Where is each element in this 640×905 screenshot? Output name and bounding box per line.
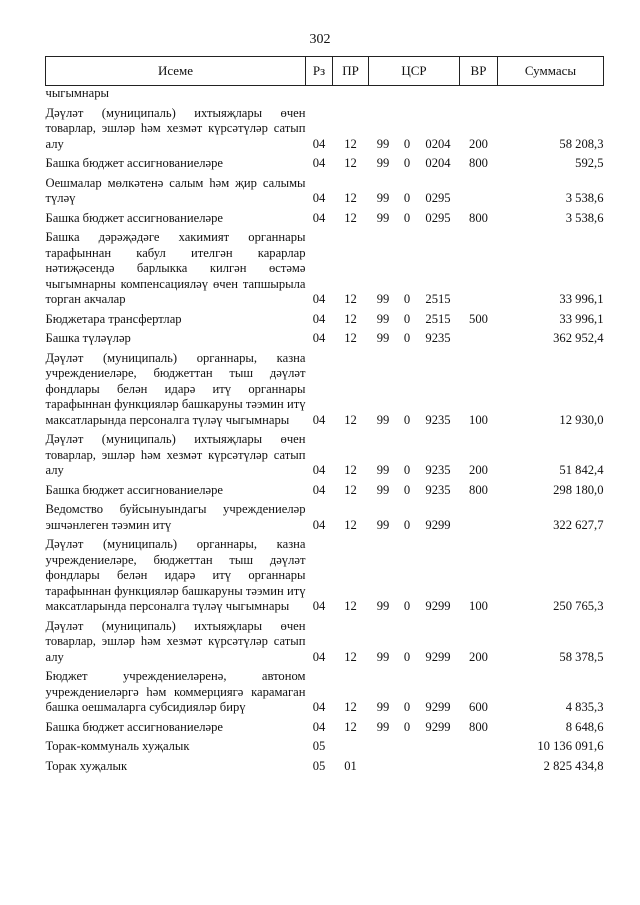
cell-c2: 0 — [403, 331, 411, 345]
cell-name: Башка бюджет ассигнованиеләре — [45, 719, 223, 734]
cell-c1 — [369, 755, 398, 775]
cell-sum: 12 930,0 — [559, 412, 604, 427]
cell-c1: 99 — [376, 311, 390, 326]
table-row — [46, 533, 604, 615]
cell-sum: 322 627,7 — [553, 517, 604, 532]
cell-vr — [460, 498, 498, 533]
cell-vr: 200 — [469, 463, 488, 477]
cell-c1: 99 — [376, 210, 390, 225]
cell-c2: 0 — [403, 191, 411, 205]
cell-name: Торак-коммуналь хуҗалык — [45, 739, 190, 753]
cell-rz: 05 — [312, 739, 326, 753]
cell-sum: 8 648,6 — [565, 719, 604, 734]
cell-pr — [333, 86, 369, 102]
cell-c3: 0204 — [425, 136, 451, 151]
cell-rz: 04 — [312, 156, 326, 170]
cell-sum: 58 208,3 — [559, 136, 604, 151]
cell-c3 — [417, 755, 460, 775]
header-sum: Суммасы — [498, 57, 604, 86]
cell-c3 — [417, 86, 460, 102]
cell-c2: 0 — [403, 311, 411, 326]
cell-rz: 04 — [312, 719, 326, 734]
cell-rz: 04 — [312, 463, 326, 477]
cell-pr: 12 — [344, 649, 357, 664]
cell-name: Дәүләт (муниципаль) ихтыяҗлары өчен товарлар, эшләр һәм хезмәт күрсәтүләр сатып алу — [45, 432, 306, 477]
cell-sum: 33 996,1 — [559, 311, 604, 326]
cell-c2 — [398, 86, 417, 102]
cell-c1: 99 — [376, 719, 390, 734]
cell-pr: 12 — [344, 331, 357, 345]
table-row — [46, 102, 604, 153]
cell-c3: 0204 — [425, 156, 451, 170]
cell-sum: 51 842,4 — [559, 463, 604, 477]
cell-rz: 04 — [312, 136, 326, 151]
table-row — [46, 347, 604, 429]
cell-c2: 0 — [403, 136, 411, 151]
cell-name: Дәүләт (муниципаль) органнары, казна учреждениеләре, бюджеттан тыш дәүләт фондлары белән идарә итү органнары тарафыннан функцияләр башкаруны тәэмин итү максатларында персоналга түләү чыгымнары — [45, 537, 306, 613]
cell-vr: 500 — [469, 311, 488, 326]
cell-name: Башка бюджет ассигнованиеләре — [45, 210, 223, 225]
table-row — [46, 207, 604, 227]
cell-pr: 12 — [344, 463, 357, 477]
cell-c1: 99 — [376, 412, 390, 427]
cell-c2: 0 — [403, 599, 411, 613]
table-row — [46, 716, 604, 736]
cell-pr: 01 — [344, 758, 357, 773]
cell-name: Бюджетара трансфертлар — [45, 311, 182, 326]
cell-c1 — [369, 86, 398, 102]
cell-c2: 0 — [403, 412, 411, 427]
cell-c3: 9299 — [425, 517, 451, 532]
cell-c1: 99 — [376, 700, 390, 714]
cell-pr: 12 — [344, 412, 357, 427]
cell-pr: 12 — [344, 136, 357, 151]
table-row — [46, 308, 604, 328]
cell-c2: 0 — [403, 700, 411, 714]
cell-vr: 800 — [469, 156, 488, 170]
cell-c1: 99 — [376, 482, 390, 497]
cell-pr: 12 — [344, 311, 357, 326]
table-row — [46, 665, 604, 716]
cell-pr: 12 — [344, 156, 357, 170]
cell-pr: 12 — [344, 719, 357, 734]
table-row — [46, 498, 604, 533]
cell-c1: 99 — [376, 136, 390, 151]
cell-sum: 362 952,4 — [553, 331, 604, 345]
budget-table — [45, 56, 604, 774]
cell-vr — [460, 735, 498, 755]
cell-c2: 0 — [403, 463, 411, 477]
cell-c3: 0295 — [425, 210, 451, 225]
table-row — [46, 327, 604, 347]
cell-c3: 9235 — [425, 331, 451, 345]
cell-vr: 800 — [469, 210, 488, 225]
cell-name: Башка дәрәҗәдәге хакимият органнары тарафыннан кабул ителгән карарлар нәтиҗәсендә барлыкка килгән өстәмә чыгымнарны компенсацияләү өчен тапшырыла торган акчалар — [45, 230, 306, 306]
cell-c3: 9299 — [425, 719, 451, 734]
cell-sum: 592,5 — [575, 156, 604, 170]
cell-vr: 200 — [469, 136, 488, 151]
cell-rz — [306, 86, 333, 102]
cell-rz: 04 — [312, 649, 326, 664]
cell-name: Дәүләт (муниципаль) органнары, казна учреждениеләре, бюджеттан тыш дәүләт фондлары белән идарә итү органнары тарафыннан функцияләр башкаруны тәэмин итү максатларында персоналга түләү чыгымнары — [45, 350, 306, 427]
cell-sum: 33 996,1 — [559, 292, 604, 306]
cell-c3: 2515 — [425, 292, 451, 306]
cell-name: Башка бюджет ассигнованиеләре — [45, 156, 223, 170]
cell-name: Торак хуҗалык — [45, 758, 128, 773]
cell-rz: 04 — [312, 311, 326, 326]
cell-c3: 9299 — [425, 700, 451, 714]
cell-vr — [460, 86, 498, 102]
cell-c1: 99 — [376, 649, 390, 664]
cell-sum: 58 378,5 — [559, 649, 604, 664]
cell-rz: 04 — [312, 191, 326, 205]
cell-rz: 04 — [312, 292, 326, 306]
cell-rz: 04 — [312, 210, 326, 225]
cell-rz: 04 — [312, 482, 326, 497]
cell-c1: 99 — [376, 156, 390, 170]
cell-rz: 04 — [312, 412, 326, 427]
cell-c1: 99 — [376, 599, 390, 613]
cell-rz: 05 — [312, 758, 326, 773]
cell-c2: 0 — [403, 292, 411, 306]
cell-vr: 200 — [469, 649, 488, 664]
cell-name: Башка бюджет ассигнованиеләре — [45, 482, 223, 497]
table-row — [46, 152, 604, 172]
cell-name: Ведомство буйсынуындагы учреждениеләр эшчәнлеген тәэмин итү — [45, 502, 306, 532]
cell-c1 — [369, 735, 398, 755]
cell-c3: 0295 — [425, 191, 451, 205]
cell-pr: 12 — [344, 191, 357, 205]
cell-name: Дәүләт (муниципаль) ихтыяҗлары өчен товарлар, эшләр һәм хезмәт күрсәтүләр сатып алу — [45, 618, 306, 664]
cell-c2: 0 — [403, 482, 411, 497]
cell-rz: 04 — [312, 700, 326, 714]
table-row — [46, 479, 604, 499]
page-number: 302 — [309, 32, 331, 47]
cell-rz: 04 — [312, 517, 326, 532]
cell-name: Оешмалар мөлкәтенә салым һәм җир салымы түләү — [45, 175, 306, 205]
header-pr: ПР — [333, 57, 369, 86]
cell-c3 — [417, 735, 460, 755]
cell-sum: 3 538,6 — [565, 210, 604, 225]
cell-c1: 99 — [376, 517, 390, 532]
cell-c2: 0 — [403, 719, 411, 734]
cell-pr: 12 — [344, 599, 357, 613]
cell-rz: 04 — [312, 331, 326, 345]
cell-c2 — [398, 735, 417, 755]
cell-rz: 04 — [312, 599, 326, 613]
cell-sum: 3 538,6 — [565, 191, 604, 205]
cell-c2: 0 — [403, 517, 411, 532]
cell-pr — [333, 735, 369, 755]
table-row — [46, 226, 604, 308]
cell-vr — [460, 755, 498, 775]
cell-vr: 100 — [469, 412, 488, 427]
header-name: Исеме — [46, 57, 306, 86]
cell-pr: 12 — [344, 482, 357, 497]
cell-c3: 9299 — [425, 649, 451, 664]
table-row — [46, 615, 604, 666]
cell-c1: 99 — [376, 292, 390, 306]
cell-pr: 12 — [344, 210, 357, 225]
cell-c3: 9235 — [425, 412, 451, 427]
cell-c3: 9235 — [425, 482, 451, 497]
table-row — [46, 755, 604, 775]
cell-c2: 0 — [403, 210, 411, 225]
cell-pr: 12 — [344, 292, 357, 306]
cell-name: Дәүләт (муниципаль) ихтыяҗлары өчен товарлар, эшләр һәм хезмәт күрсәтүләр сатып алу — [45, 105, 306, 151]
cell-c3: 9299 — [425, 599, 451, 613]
cell-vr — [460, 327, 498, 347]
cell-sum: 2 825 434,8 — [543, 758, 604, 773]
header-rz: Рз — [306, 57, 333, 86]
cell-vr — [460, 172, 498, 207]
cell-pr: 12 — [344, 700, 357, 714]
cell-name: Башка түләүләр — [45, 331, 131, 345]
cell-name: чыгымнары — [45, 86, 109, 100]
table-row — [46, 735, 604, 755]
table-row — [46, 172, 604, 207]
cell-sum: 298 180,0 — [553, 482, 604, 497]
cell-c1: 99 — [376, 463, 390, 477]
cell-vr: 800 — [469, 719, 488, 734]
cell-vr: 600 — [469, 700, 488, 714]
cell-sum: 10 136 091,6 — [537, 739, 604, 753]
cell-c2: 0 — [403, 156, 411, 170]
cell-sum — [498, 86, 604, 102]
cell-c2: 0 — [403, 649, 411, 664]
cell-c1: 99 — [376, 191, 390, 205]
cell-vr: 800 — [469, 482, 488, 497]
header-vr: ВР — [460, 57, 498, 86]
header-csr: ЦСР — [369, 57, 460, 86]
table-body — [46, 86, 604, 775]
cell-c1: 99 — [376, 331, 390, 345]
cell-c2 — [398, 755, 417, 775]
cell-vr — [460, 226, 498, 308]
cell-c3: 2515 — [425, 311, 451, 326]
cell-vr: 100 — [469, 599, 488, 613]
cell-c3: 9235 — [425, 463, 451, 477]
cell-sum: 4 835,3 — [565, 700, 604, 714]
cell-sum: 250 765,3 — [553, 599, 604, 613]
cell-name: Бюджет учреждениеләренә, автоном учреждениеләргә һәм коммерциягә карамаган башка оешмаларга субсидияләр бирү — [45, 669, 306, 714]
table-row — [46, 428, 604, 479]
table-row — [46, 86, 604, 102]
table-header-row — [46, 57, 604, 86]
cell-pr: 12 — [344, 517, 357, 532]
